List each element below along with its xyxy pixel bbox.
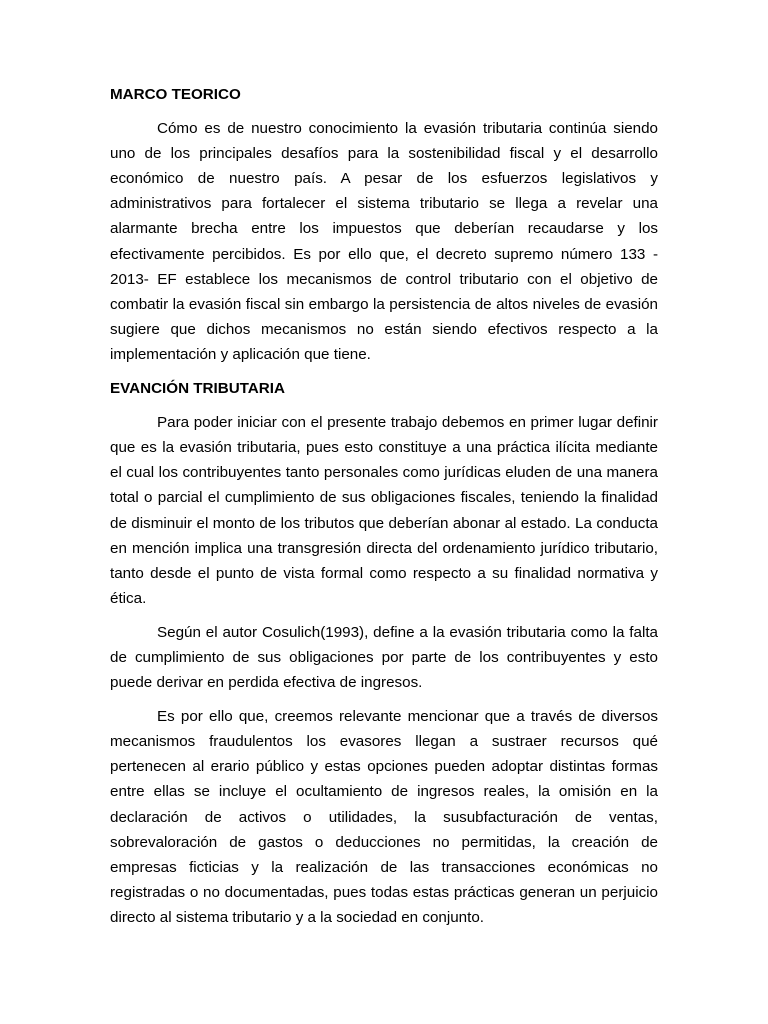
body-paragraph: Es por ello que, creemos relevante mencionar que a través de diversos mecanismos fraudulentos los evasores llegan a sustraer recursos qué pertenecen al erario público y estas opciones pueden adoptar distintas formas entre ellas se incluye el ocultamiento de ingresos reales, la omisión en la declaración de activos o utilidades, la susubfacturación de ventas, sobrevaloración de gastos o deducciones no permitidas, la creación de empresas ficticias y la realización de las transacciones económicas no registradas o no documentadas, pues todas estas prácticas generan un perjuicio directo al sistema tributario y a la sociedad en conjunto. — [110, 708, 658, 926]
body-paragraph: Para poder iniciar con el presente trabajo debemos en primer lugar definir que es la evasión tributaria, pues esto constituye a una práctica ilícita mediante el cual los contribuyentes tanto personales como jurídicas eluden de una manera total o parcial el cumplimiento de sus obligaciones fiscales, teniendo la finalidad de disminuir el monto de los tributos que deberían abonar al estado. La conducta en mención implica una transgresión directa del ordenamiento jurídico tributario, tanto desde el punto de vista formal como respecto a su finalidad normativa y ética. — [110, 414, 658, 607]
body-paragraph: Según el autor Cosulich(1993), define a la evasión tributaria como la falta de cumplimiento de sus obligaciones por parte de los contribuyentes y esto puede derivar en perdida efectiva de ingresos. — [110, 623, 658, 692]
section-heading-marco-teorico: MARCO TEORICO — [110, 86, 241, 103]
body-paragraph: Cómo es de nuestro conocimiento la evasión tributaria continúa siendo uno de los principales desafíos para la sostenibilidad fiscal y el desarrollo económico de nuestro país. A pesar de los esfuerzos legislativos y administrativos para fortalecer el sistema tributario se llega a revelar una alarmante brecha entre los impuestos que deberían recaudarse y los efectivamente percibidos. Es por ello que, el decreto supremo número 133 - 2013- EF establece los mecanismos de control tributario con el objetivo de combatir la evasión fiscal sin embargo la persistencia de altos niveles de evasión sugiere que dichos mecanismos no están siendo efectivos respecto a la implementación y aplicación que tiene. — [110, 120, 658, 363]
section-heading-evancion-tributaria: EVANCIÓN TRIBUTARIA — [110, 380, 285, 398]
document-page — [110, 80, 658, 930]
